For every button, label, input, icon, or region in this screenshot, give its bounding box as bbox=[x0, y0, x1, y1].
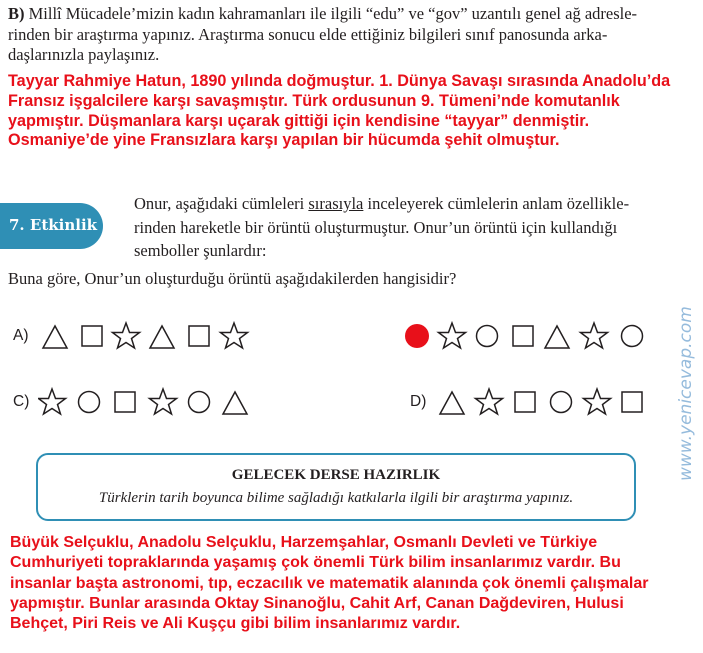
activity-badge-label: 7. Etkinlik bbox=[9, 216, 98, 234]
prep-box bbox=[36, 453, 636, 521]
selected-dot-icon bbox=[405, 324, 429, 348]
triangle-icon bbox=[43, 326, 67, 348]
star-icon bbox=[439, 323, 466, 348]
option-d-label[interactable]: D) bbox=[410, 393, 427, 410]
answer-1 bbox=[8, 72, 698, 151]
section-b-prompt bbox=[8, 4, 696, 66]
star-icon bbox=[150, 389, 177, 414]
activity-line1-b: inceleyerek cümlelerin anlam özellikle- bbox=[363, 194, 630, 213]
square-icon bbox=[115, 392, 135, 412]
activity-text bbox=[134, 192, 702, 263]
star-icon bbox=[113, 323, 140, 348]
activity-line1-underlined: sırasıyla bbox=[308, 194, 364, 213]
star-icon bbox=[584, 389, 611, 414]
triangle-icon bbox=[545, 326, 569, 348]
option-d-shapes[interactable] bbox=[437, 386, 652, 420]
answer-1-line3: yapmıştır. Düşmanlara karşı uçarak gittiği için kendisine “tayyar” denmiştir. bbox=[8, 111, 590, 130]
option-c-label[interactable]: C) bbox=[13, 393, 30, 410]
star-icon bbox=[221, 323, 248, 348]
triangle-icon bbox=[223, 392, 247, 414]
circle-icon bbox=[189, 392, 210, 413]
answer-2-line5: Behçet, Piri Reis ve Ali Kuşçu gibi bilim insanlarımız vardır. bbox=[10, 615, 461, 633]
square-icon bbox=[622, 392, 642, 412]
triangle-icon bbox=[150, 326, 174, 348]
answer-2-line2: Cumhuriyeti topraklarında yaşamış çok önemli Türk bilim insanlarımız vardır. Bu bbox=[10, 554, 621, 572]
square-icon bbox=[513, 326, 533, 346]
section-b-line3: daşlarınızla paylaşınız. bbox=[8, 45, 160, 64]
square-icon bbox=[515, 392, 535, 412]
answer-1-line1: Tayyar Rahmiye Hatun, 1890 yılında doğmuştur. 1. Dünya Savaşı sırasında Anadolu’da bbox=[8, 72, 671, 90]
circle-icon bbox=[622, 326, 643, 347]
answer-2-line4: yapmıştır. Bunlar arasında Oktay Sinanoğlu, Cahit Arf, Canan Dağdeviren, Hulusi bbox=[10, 594, 624, 612]
section-b-label: B) bbox=[8, 4, 25, 23]
circle-icon bbox=[79, 392, 100, 413]
star-icon bbox=[581, 323, 608, 348]
square-icon bbox=[189, 326, 209, 346]
section-b-line1: Millî Mücadele’mizin kadın kahramanları ile ilgili “edu” ve “gov” uzantılı genel ağ adresle- bbox=[28, 4, 638, 23]
answer-2-line1: Büyük Selçuklu, Anadolu Selçuklu, Harzemşahlar, Osmanlı Devleti ve Türkiye bbox=[10, 534, 598, 551]
activity-line1-a: Onur, aşağıdaki cümleleri bbox=[134, 194, 309, 213]
option-b-shapes[interactable] bbox=[400, 320, 650, 354]
option-c-shapes[interactable] bbox=[38, 386, 258, 420]
activity-line2: rinden hareketle bir örüntü oluşturmuştur. Onur’un örüntü için kullandığı bbox=[134, 217, 618, 237]
watermark bbox=[672, 265, 698, 485]
star-icon bbox=[39, 389, 66, 414]
activity-badge bbox=[0, 203, 103, 249]
star-icon bbox=[476, 389, 503, 414]
circle-icon bbox=[551, 392, 572, 413]
activity-line3: semboller şunlardır: bbox=[134, 241, 267, 260]
answer-1-line2: Fransız işgalcilere karşı savaşmıştır. Türk ordusunun 9. Tümeni’nde komutanlık bbox=[8, 91, 620, 110]
activity-question: Buna göre, Onur’un oluşturduğu örüntü aşağıdakilerden hangisidir? bbox=[8, 269, 457, 288]
option-a-shapes[interactable] bbox=[40, 320, 260, 354]
option-a-label[interactable]: A) bbox=[13, 327, 29, 344]
answer-1-line4: Osmaniye’de yine Fransızlara karşı yapılan bir hücumda şehit olmuştur. bbox=[8, 131, 560, 150]
prep-title: GELECEK DERSE HAZIRLIK bbox=[231, 467, 441, 483]
answer-2-line3: insanlar başta astronomi, tıp, eczacılık ve matematik alanında çok önemli çalışmalar bbox=[10, 574, 649, 592]
circle-icon bbox=[477, 326, 498, 347]
answer-2 bbox=[10, 533, 700, 634]
prep-text: Türklerin tarih boyunca bilime sağladığı katkılarla ilgili bir araştırma yapınız. bbox=[98, 490, 574, 506]
square-icon bbox=[82, 326, 102, 346]
watermark-text: www.yenicevap.com bbox=[676, 306, 696, 481]
triangle-icon bbox=[440, 392, 464, 414]
section-b-line2: rinden bir araştırma yapınız. Araştırma sonucu elde ettiğiniz bilgileri sınıf panosunda arka- bbox=[8, 24, 608, 44]
